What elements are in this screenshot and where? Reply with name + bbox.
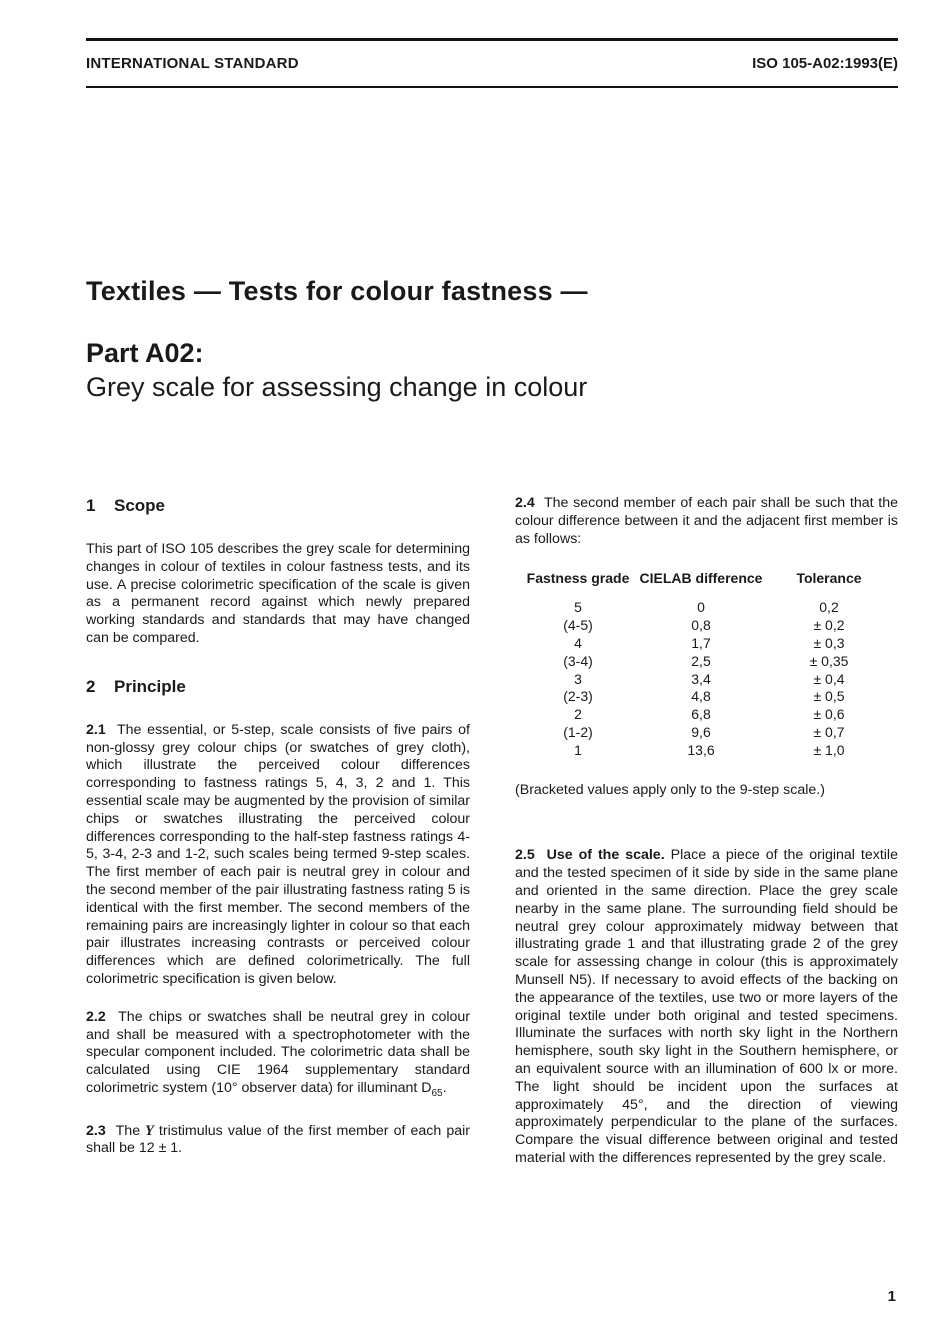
clause-text: The second member of each pair shall be such that the colour difference between it and the adjacent first member is as follows: (515, 495, 898, 547)
clause-2-5 (515, 847, 898, 1167)
table-cell-cielab: 4,8 (691, 688, 711, 705)
table-cell-cielab: 9,6 (691, 723, 711, 740)
standard-reference: ISO 105-A02:1993(E) (752, 55, 898, 72)
table-cell-grade: 4 (574, 634, 582, 651)
header-tolerance: Tolerance (796, 570, 862, 587)
clause-bold-lead: Use of the scale. (546, 847, 665, 864)
clause-number: 2.2 (86, 1008, 106, 1025)
table-cell-cielab: 0,8 (691, 617, 711, 634)
right-column (515, 495, 898, 1168)
left-column (86, 495, 470, 1158)
table-cell-cielab: 13,6 (687, 741, 715, 758)
clause-2-3 (86, 1123, 470, 1159)
table-cell-cielab: 0 (697, 599, 705, 616)
clause-text-before: The (115, 1122, 141, 1139)
part-label: Part A02: (86, 338, 204, 368)
section-scope-heading (86, 495, 470, 517)
table-cell-tolerance: ± 0,5 (813, 688, 845, 705)
clause-number: 2.4 (515, 495, 535, 511)
table-cell-tolerance: 0,2 (819, 599, 839, 616)
table-cell-tolerance: ± 0,7 (813, 723, 845, 740)
header-top-rule (86, 38, 898, 41)
table-header-row (523, 570, 889, 599)
header-bottom-rule (86, 86, 898, 88)
table-cell-tolerance: ± 1,0 (813, 741, 845, 758)
table-cell-cielab: 3,4 (691, 670, 711, 687)
table-cell-grade: 1 (574, 741, 582, 758)
clause-2-1 (86, 722, 470, 989)
page-number: 1 (887, 1288, 896, 1305)
table-cell-grade: 3 (574, 670, 582, 687)
table-cell-tolerance: ± 0,2 (813, 617, 845, 634)
table-cell-tolerance: ± 0,35 (809, 652, 849, 669)
document-title: Textiles — Tests for colour fastness — (86, 276, 588, 306)
section-number: 1 (86, 496, 96, 515)
clause-text: Place a piece of the original textile and the tested specimen of it side by side in the same plane and oriented in the same direction. Place the grey scale nearby in the same plane. The surrounding field should be neutral grey colour approximately midway between that illustrating grade 1 and that illustrating grade 2 of the grey scale for assessing change in colour (this is approximately Munsell N5). If necessary to avoid effects of the backing on the appearance of the textiles, use two or more layers of the original textile under both original and tested specimens. Illuminate the surfaces with north sky light in the Northern hemisphere, south sky light in the Southern hemisphere, or an equivalent source with an illumination of 600 lx or more. The light should be incident upon the surfaces at approximately 45°, and the direction of viewing approximately perpendicular to the plane of the surfaces. Compare the visual difference between original and tested material with the differences represented by the grey scale. (515, 847, 898, 1166)
table-cell-grade: (4-5) (563, 617, 593, 634)
table-cell-tolerance: ± 0,3 (813, 634, 845, 651)
clause-text-after: tristimulus value of the first member of each pair shall be 12 ± 1. (86, 1122, 470, 1157)
clause-2-4 (515, 495, 898, 548)
clause-number: 2.3 (86, 1122, 106, 1139)
clause-number: 2.5 (515, 847, 535, 864)
clause-text: The essential, or 5-step, scale consists of five pairs of non-glossy grey colour chips (or swatches of grey cloth), which illustrate the perceived colour differences corresponding to fastness ratings 5, 4, 3, 2 and 1. This essential scale may be augmented by the provision of similar chips or swatches illustrating the perceived colour differences corresponding to the half-step fastness ratings 4-5, 3-4, 2-3 and 1-2, such scales being termed 9-step scales. The first member of each pair is neutral grey in colour and the second member of the pair illustrating fastness rating 5 is identical with the first member. The second members of the remaining pairs are increasingly lighter in colour so that each pair illustrates increasing contrasts or perceived colour differences which are defined colorimetrically. The full colorimetric specification is given below. (86, 721, 470, 987)
table-cell-cielab: 6,8 (691, 706, 711, 723)
table-cell-grade: (3-4) (563, 652, 593, 669)
table-cell-cielab: 1,7 (691, 634, 711, 651)
table-cell-grade: (2-3) (563, 688, 593, 705)
table-cell-grade: 2 (574, 706, 582, 723)
document-type-label: INTERNATIONAL STANDARD (86, 55, 299, 72)
section-title: Principle (114, 676, 186, 696)
scope-paragraph: This part of ISO 105 describes the grey scale for determining changes in colour of textiles in colour fastness tests, and its use. A precise colorimetric specification of the scale is given as a permanent record against which newly prepared working standards and standards that may have changed can be compared. (86, 541, 470, 646)
table-cell-grade: (1-2) (563, 723, 593, 740)
section-principle-heading (86, 676, 470, 698)
illuminant-subscript: 65 (431, 1087, 443, 1099)
header-fastness-grade: Fastness grade (526, 570, 630, 587)
section-number: 2 (86, 676, 96, 696)
table-note: (Bracketed values apply only to the 9-step scale.) (515, 781, 825, 798)
table-cell-cielab: 2,5 (691, 652, 711, 669)
header-cielab-difference: CIELAB difference (639, 570, 763, 587)
clause-text: The chips or swatches shall be neutral grey in colour and shall be measured with a spectrophotometer with the specular component included. The colorimetric data shall be calculated using CIE 1964 supplementary standard colorimetric system (10° observer data) for illuminant D (86, 1008, 471, 1096)
table-cell-tolerance: ± 0,6 (813, 706, 845, 723)
colour-difference-table (523, 570, 889, 759)
clause-end: . (442, 1079, 447, 1096)
clause-2-2 (86, 1009, 470, 1103)
section-title: Scope (114, 496, 166, 515)
part-subtitle: Grey scale for assessing change in colour (86, 372, 588, 402)
clause-number: 2.1 (86, 721, 106, 738)
y-symbol: Y (145, 1122, 154, 1139)
table-cell-tolerance: ± 0,4 (813, 670, 845, 687)
table-cell-grade: 5 (574, 599, 582, 616)
